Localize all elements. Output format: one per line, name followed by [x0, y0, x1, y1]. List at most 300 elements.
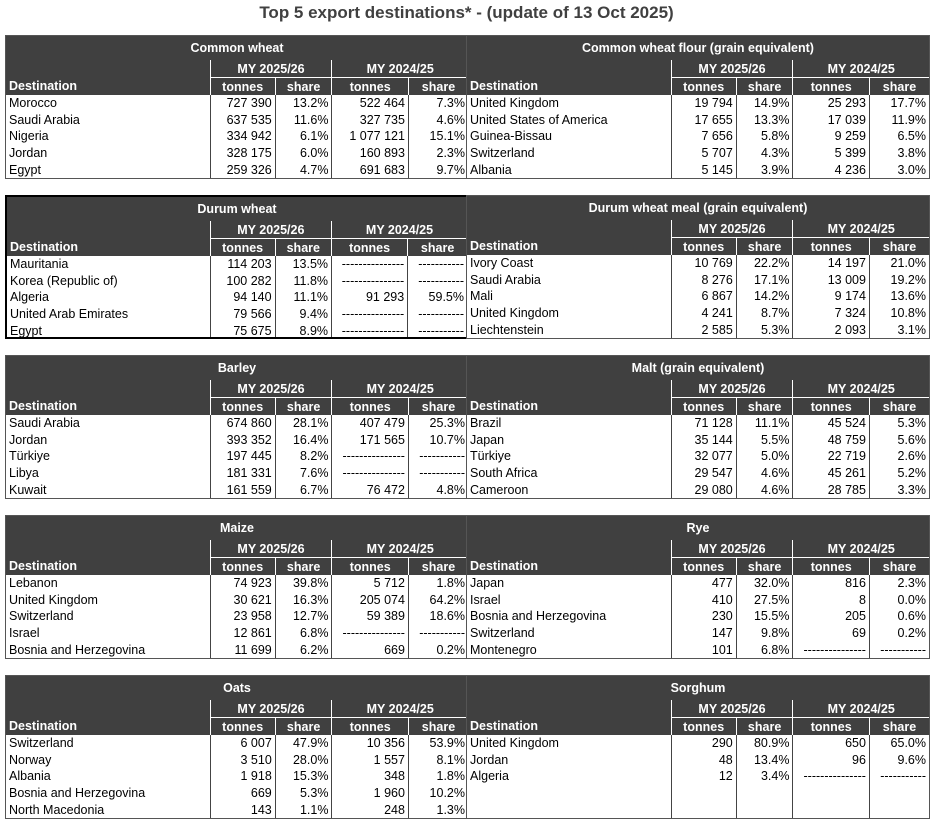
header-share: share — [869, 238, 929, 256]
table-row — [467, 288, 929, 305]
header-tonnes: tonnes — [332, 718, 409, 736]
destination-cell: Switzerland — [9, 609, 74, 624]
share-previous-cell: 25.3% — [408, 415, 468, 432]
tonnes-previous-cell: 7 324 — [793, 305, 870, 322]
tonnes-current-cell: 727 390 — [210, 95, 275, 112]
share-previous-cell: 18.6% — [408, 608, 468, 625]
header-share: share — [275, 558, 332, 576]
share-current-cell: 39.8% — [275, 575, 332, 592]
destination-cell: United States of America — [470, 112, 608, 127]
share-current-cell — [736, 785, 793, 802]
share-current-cell: 8.9% — [275, 322, 331, 339]
panel-title: Maize — [6, 516, 468, 540]
table-row — [7, 322, 467, 339]
share-current-cell: 6.7% — [275, 481, 332, 498]
share-previous-cell: 2.3% — [869, 575, 929, 592]
header-share: share — [869, 78, 929, 96]
share-current-cell: 14.9% — [736, 95, 793, 112]
panel-durum-wheat-meal — [466, 195, 930, 339]
header-tonnes: tonnes — [210, 718, 275, 736]
share-previous-cell: 5.2% — [869, 465, 929, 482]
tonnes-current-cell: 5 145 — [671, 161, 736, 178]
table-row — [467, 415, 929, 432]
header-tonnes: tonnes — [332, 398, 409, 416]
share-previous-cell: 19.2% — [869, 272, 929, 289]
export-table — [6, 36, 468, 178]
tonnes-current-cell: 101 — [671, 641, 736, 658]
share-current-cell: 6.8% — [275, 625, 332, 642]
tonnes-current-cell: 29 080 — [671, 481, 736, 498]
share-current-cell: 3.9% — [736, 161, 793, 178]
tonnes-current-cell: 181 331 — [210, 465, 275, 482]
header-destination: Destination — [6, 558, 210, 576]
table-row — [467, 432, 929, 449]
share-previous-cell: ----------- — [408, 273, 467, 290]
destination-cell: Bosnia and Herzegovina — [9, 786, 146, 801]
share-current-cell: 5.8% — [736, 128, 793, 145]
destination-cell: Albania — [470, 162, 512, 177]
panel-common-wheat-flour — [466, 35, 930, 179]
table-row — [6, 145, 468, 162]
tonnes-current-cell: 74 923 — [210, 575, 275, 592]
panel-common-wheat — [5, 35, 469, 179]
header-tonnes: tonnes — [793, 558, 870, 576]
panel-malt — [466, 355, 930, 499]
tonnes-previous-cell: 2 093 — [793, 321, 870, 338]
destination-cell: Egypt — [9, 162, 41, 177]
header-blank — [467, 220, 671, 238]
share-current-cell: 6.1% — [275, 128, 332, 145]
table-row — [467, 575, 929, 592]
tonnes-current-cell: 23 958 — [210, 608, 275, 625]
panel-title: Durum wheat meal (grain equivalent) — [467, 196, 929, 220]
share-current-cell: 3.4% — [736, 768, 793, 785]
tonnes-previous-cell: 205 — [793, 608, 870, 625]
share-previous-cell: ----------- — [869, 641, 929, 658]
destination-cell: Jordan — [9, 432, 48, 447]
header-my-current: MY 2025/26 — [210, 60, 332, 78]
header-my-current: MY 2025/26 — [671, 220, 793, 238]
destination-cell: United Kingdom — [9, 592, 98, 607]
share-current-cell: 15.3% — [275, 768, 332, 785]
tonnes-previous-cell: 22 719 — [793, 448, 870, 465]
share-previous-cell: 3.3% — [869, 481, 929, 498]
share-current-cell: 22.2% — [736, 255, 793, 272]
tonnes-previous-cell: 45 261 — [793, 465, 870, 482]
tonnes-previous-cell: 5 712 — [332, 575, 409, 592]
share-previous-cell: 65.0% — [869, 735, 929, 752]
tonnes-previous-cell: 17 039 — [793, 112, 870, 129]
tonnes-previous-cell — [793, 801, 870, 818]
table-row — [6, 161, 468, 178]
destination-cell: North Macedonia — [9, 802, 105, 817]
header-my-previous: MY 2024/25 — [793, 540, 929, 558]
tonnes-previous-cell: --------------- — [332, 448, 409, 465]
destination-cell: Mali — [470, 289, 493, 304]
tonnes-current-cell: 12 861 — [210, 625, 275, 642]
tonnes-current-cell: 674 860 — [210, 415, 275, 432]
share-previous-cell: ----------- — [408, 448, 468, 465]
tonnes-current-cell: 147 — [671, 625, 736, 642]
share-current-cell: 6.0% — [275, 145, 332, 162]
tonnes-current-cell: 79 566 — [210, 306, 275, 323]
table-row — [467, 321, 929, 338]
tonnes-previous-cell: --------------- — [793, 768, 870, 785]
table-row — [467, 592, 929, 609]
destination-cell: Saudi Arabia — [9, 416, 80, 431]
tonnes-previous-cell: --------------- — [332, 256, 408, 273]
export-table — [467, 356, 929, 498]
tonnes-current-cell: 669 — [210, 785, 275, 802]
share-previous-cell: 10.2% — [408, 785, 468, 802]
share-previous-cell: ----------- — [408, 256, 467, 273]
tonnes-current-cell: 94 140 — [210, 289, 275, 306]
share-current-cell: 5.0% — [736, 448, 793, 465]
tonnes-previous-cell: 45 524 — [793, 415, 870, 432]
table-row — [467, 465, 929, 482]
header-my-previous: MY 2024/25 — [332, 60, 468, 78]
table-row — [467, 161, 929, 178]
header-share: share — [736, 398, 793, 416]
tonnes-previous-cell: 522 464 — [332, 95, 409, 112]
header-my-current: MY 2025/26 — [671, 540, 793, 558]
header-tonnes: tonnes — [793, 238, 870, 256]
tonnes-previous-cell: 1 960 — [332, 785, 409, 802]
header-my-previous: MY 2024/25 — [332, 700, 468, 718]
tonnes-current-cell: 8 276 — [671, 272, 736, 289]
header-tonnes: tonnes — [793, 398, 870, 416]
share-previous-cell: 11.9% — [869, 112, 929, 129]
tonnes-previous-cell: 348 — [332, 768, 409, 785]
panel-maize — [5, 515, 469, 659]
share-previous-cell: 2.6% — [869, 448, 929, 465]
header-blank — [6, 60, 210, 78]
share-current-cell: 13.3% — [736, 112, 793, 129]
destination-cell: United Kingdom — [470, 96, 559, 111]
destination-cell: United Arab Emirates — [10, 307, 129, 322]
tonnes-current-cell: 1 918 — [210, 768, 275, 785]
export-table — [7, 197, 467, 339]
page-title: Top 5 export destinations* - (update of 13 Oct 2025) — [259, 3, 674, 22]
tonnes-current-cell: 48 — [671, 752, 736, 769]
table-row — [467, 305, 929, 322]
panel-title: Malt (grain equivalent) — [467, 356, 929, 380]
tonnes-previous-cell: 14 197 — [793, 255, 870, 272]
share-previous-cell: ----------- — [408, 322, 467, 339]
tonnes-previous-cell: --------------- — [332, 625, 409, 642]
tonnes-current-cell: 29 547 — [671, 465, 736, 482]
share-current-cell: 13.4% — [736, 752, 793, 769]
share-current-cell: 28.1% — [275, 415, 332, 432]
share-previous-cell: 2.3% — [408, 145, 468, 162]
header-tonnes: tonnes — [332, 78, 409, 96]
table-row — [7, 273, 467, 290]
panel-barley — [5, 355, 469, 499]
header-share: share — [408, 718, 468, 736]
tonnes-previous-cell: 96 — [793, 752, 870, 769]
tonnes-previous-cell: 691 683 — [332, 161, 409, 178]
share-current-cell: 5.3% — [736, 321, 793, 338]
table-row — [6, 415, 468, 432]
share-previous-cell: 1.3% — [408, 801, 468, 818]
share-current-cell: 8.7% — [736, 305, 793, 322]
tonnes-current-cell: 5 707 — [671, 145, 736, 162]
header-blank — [467, 700, 671, 718]
header-my-current: MY 2025/26 — [210, 380, 332, 398]
destination-cell: Mauritania — [10, 257, 69, 272]
share-previous-cell: 10.7% — [408, 432, 468, 449]
tonnes-current-cell: 75 675 — [210, 322, 275, 339]
tonnes-previous-cell: 248 — [332, 801, 409, 818]
destination-cell: United Kingdom — [470, 736, 559, 751]
table-row — [467, 272, 929, 289]
tonnes-previous-cell: 59 389 — [332, 608, 409, 625]
share-current-cell: 12.7% — [275, 608, 332, 625]
header-share: share — [275, 398, 332, 416]
table-row — [6, 608, 468, 625]
tonnes-current-cell — [671, 801, 736, 818]
destination-cell: United Kingdom — [470, 306, 559, 321]
header-my-current: MY 2025/26 — [210, 221, 331, 239]
tonnes-current-cell: 19 794 — [671, 95, 736, 112]
header-my-current: MY 2025/26 — [671, 700, 793, 718]
destination-cell: Switzerland — [470, 146, 535, 161]
tonnes-previous-cell: 171 565 — [332, 432, 409, 449]
export-table — [6, 356, 468, 498]
destination-cell: Bosnia and Herzegovina — [9, 642, 146, 657]
table-row — [467, 95, 929, 112]
tonnes-previous-cell: 8 — [793, 592, 870, 609]
export-table — [6, 676, 468, 818]
header-destination: Destination — [6, 718, 210, 736]
tonnes-current-cell: 114 203 — [210, 256, 275, 273]
table-row — [7, 256, 467, 273]
header-blank — [6, 380, 210, 398]
tonnes-previous-cell: 327 735 — [332, 112, 409, 129]
header-my-current: MY 2025/26 — [671, 60, 793, 78]
tonnes-current-cell: 230 — [671, 608, 736, 625]
share-previous-cell: 0.0% — [869, 592, 929, 609]
table-row — [6, 625, 468, 642]
tonnes-previous-cell: 48 759 — [793, 432, 870, 449]
share-previous-cell: 9.7% — [408, 161, 468, 178]
header-tonnes: tonnes — [332, 558, 409, 576]
share-current-cell: 16.4% — [275, 432, 332, 449]
share-current-cell: 14.2% — [736, 288, 793, 305]
panel-oats — [5, 675, 469, 819]
share-previous-cell: ----------- — [408, 465, 468, 482]
panel-title: Oats — [6, 676, 468, 700]
header-share: share — [275, 718, 332, 736]
share-previous-cell: 4.6% — [408, 112, 468, 129]
destination-cell: Algeria — [470, 769, 509, 784]
header-my-previous: MY 2024/25 — [793, 700, 929, 718]
header-my-previous: MY 2024/25 — [332, 540, 468, 558]
tonnes-current-cell: 477 — [671, 575, 736, 592]
table-row — [467, 112, 929, 129]
header-tonnes: tonnes — [210, 239, 275, 257]
tonnes-current-cell: 4 241 — [671, 305, 736, 322]
share-previous-cell: 3.0% — [869, 161, 929, 178]
table-row — [6, 785, 468, 802]
share-previous-cell: 0.2% — [869, 625, 929, 642]
header-my-current: MY 2025/26 — [210, 700, 332, 718]
table-row — [467, 785, 929, 802]
panel-title: Sorghum — [467, 676, 929, 700]
share-previous-cell — [869, 785, 929, 802]
tonnes-current-cell: 7 656 — [671, 128, 736, 145]
tonnes-previous-cell: 1 557 — [332, 752, 409, 769]
share-previous-cell — [869, 801, 929, 818]
export-table — [6, 516, 468, 658]
header-tonnes: tonnes — [332, 239, 408, 257]
header-destination: Destination — [467, 238, 671, 256]
header-blank — [467, 380, 671, 398]
tonnes-previous-cell: 160 893 — [332, 145, 409, 162]
header-tonnes: tonnes — [671, 718, 736, 736]
table-row — [467, 768, 929, 785]
table-row — [6, 448, 468, 465]
share-current-cell: 6.2% — [275, 641, 332, 658]
share-previous-cell: 5.3% — [869, 415, 929, 432]
share-current-cell: 5.5% — [736, 432, 793, 449]
tonnes-current-cell: 161 559 — [210, 481, 275, 498]
tonnes-current-cell: 17 655 — [671, 112, 736, 129]
share-current-cell: 4.6% — [736, 465, 793, 482]
panel-title: Durum wheat — [7, 197, 467, 221]
destination-cell: Albania — [9, 769, 51, 784]
header-tonnes: tonnes — [671, 238, 736, 256]
tonnes-previous-cell: 25 293 — [793, 95, 870, 112]
tonnes-current-cell: 143 — [210, 801, 275, 818]
share-current-cell: 28.0% — [275, 752, 332, 769]
header-destination: Destination — [467, 718, 671, 736]
header-share: share — [736, 558, 793, 576]
share-current-cell: 9.4% — [275, 306, 331, 323]
panel-rye — [466, 515, 930, 659]
tonnes-current-cell: 2 585 — [671, 321, 736, 338]
share-previous-cell: 0.2% — [408, 641, 468, 658]
destination-cell: Libya — [9, 466, 39, 481]
header-blank — [467, 540, 671, 558]
table-row — [7, 306, 467, 323]
tonnes-previous-cell: 407 479 — [332, 415, 409, 432]
header-tonnes: tonnes — [671, 78, 736, 96]
destination-cell: Morocco — [9, 96, 57, 111]
tonnes-previous-cell: 91 293 — [332, 289, 408, 306]
destination-cell: Bosnia and Herzegovina — [470, 609, 607, 624]
tonnes-current-cell: 6 867 — [671, 288, 736, 305]
share-current-cell: 5.3% — [275, 785, 332, 802]
tonnes-previous-cell: 13 009 — [793, 272, 870, 289]
tonnes-previous-cell: 205 074 — [332, 592, 409, 609]
table-row — [467, 145, 929, 162]
destination-cell: Norway — [9, 752, 52, 767]
header-my-previous: MY 2024/25 — [332, 221, 467, 239]
destination-cell: Israel — [470, 592, 501, 607]
destination-cell: Algeria — [10, 290, 49, 305]
destination-cell: Israel — [9, 626, 40, 641]
share-current-cell: 32.0% — [736, 575, 793, 592]
tonnes-current-cell: 71 128 — [671, 415, 736, 432]
share-previous-cell: ----------- — [869, 768, 929, 785]
destination-cell: Kuwait — [9, 482, 47, 497]
destination-cell: Saudi Arabia — [470, 272, 541, 287]
header-share: share — [408, 398, 468, 416]
header-my-current: MY 2025/26 — [210, 540, 332, 558]
table-row — [467, 128, 929, 145]
tonnes-current-cell: 637 535 — [210, 112, 275, 129]
share-previous-cell: 0.6% — [869, 608, 929, 625]
panel-title: Barley — [6, 356, 468, 380]
share-current-cell: 8.2% — [275, 448, 332, 465]
share-previous-cell: 10.8% — [869, 305, 929, 322]
table-row — [467, 735, 929, 752]
table-row — [6, 752, 468, 769]
header-blank — [7, 221, 210, 239]
table-row — [6, 575, 468, 592]
tonnes-previous-cell: --------------- — [332, 273, 408, 290]
tonnes-current-cell: 328 175 — [210, 145, 275, 162]
header-share: share — [736, 718, 793, 736]
header-tonnes: tonnes — [671, 398, 736, 416]
share-current-cell: 4.6% — [736, 481, 793, 498]
tonnes-previous-cell: 669 — [332, 641, 409, 658]
share-current-cell: 15.5% — [736, 608, 793, 625]
header-my-previous: MY 2024/25 — [793, 60, 929, 78]
destination-cell: Switzerland — [470, 626, 535, 641]
destination-cell: Liechtenstein — [470, 322, 544, 337]
header-share: share — [869, 558, 929, 576]
share-current-cell: 16.3% — [275, 592, 332, 609]
header-tonnes: tonnes — [210, 558, 275, 576]
tonnes-current-cell: 32 077 — [671, 448, 736, 465]
table-row — [6, 128, 468, 145]
panel-title: Rye — [467, 516, 929, 540]
share-current-cell: 11.1% — [736, 415, 793, 432]
export-table — [467, 676, 929, 818]
share-previous-cell: 7.3% — [408, 95, 468, 112]
tonnes-current-cell — [671, 785, 736, 802]
table-row — [467, 255, 929, 272]
tonnes-current-cell: 393 352 — [210, 432, 275, 449]
share-previous-cell: 3.1% — [869, 321, 929, 338]
share-previous-cell: 13.6% — [869, 288, 929, 305]
share-current-cell: 4.3% — [736, 145, 793, 162]
header-my-previous: MY 2024/25 — [332, 380, 468, 398]
share-current-cell: 17.1% — [736, 272, 793, 289]
destination-cell: Lebanon — [9, 576, 58, 591]
table-row — [6, 768, 468, 785]
share-current-cell: 80.9% — [736, 735, 793, 752]
destination-cell: Nigeria — [9, 129, 49, 144]
table-row — [6, 95, 468, 112]
tonnes-current-cell: 6 007 — [210, 735, 275, 752]
share-previous-cell: 15.1% — [408, 128, 468, 145]
tonnes-previous-cell: 9 174 — [793, 288, 870, 305]
header-blank — [467, 60, 671, 78]
table-row — [6, 481, 468, 498]
tonnes-previous-cell: 10 356 — [332, 735, 409, 752]
header-tonnes: tonnes — [793, 718, 870, 736]
destination-cell: Korea (Republic of) — [10, 273, 118, 288]
share-previous-cell: ----------- — [408, 306, 467, 323]
header-share: share — [736, 238, 793, 256]
header-destination: Destination — [467, 558, 671, 576]
table-row — [6, 465, 468, 482]
tonnes-previous-cell: 816 — [793, 575, 870, 592]
table-row — [6, 592, 468, 609]
